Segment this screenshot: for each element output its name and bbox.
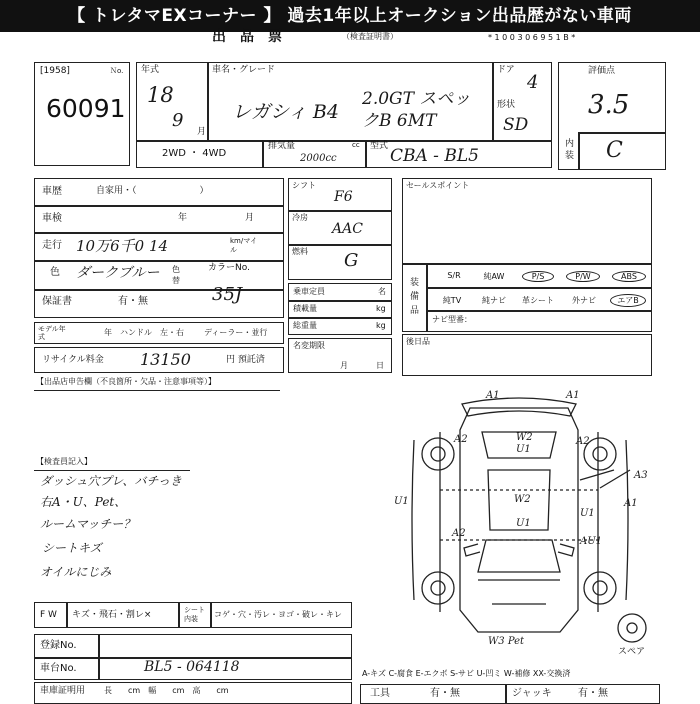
shape-label: 形状 bbox=[497, 100, 516, 110]
diagram-mark: W2 bbox=[514, 494, 531, 505]
capacity-unit: 名 bbox=[378, 287, 386, 296]
weight-unit: kg bbox=[376, 321, 386, 330]
inspector-note-5: オイルにじみ bbox=[40, 565, 112, 579]
fw-label: F W bbox=[40, 610, 57, 620]
inspector-note-4: シートキズ bbox=[42, 541, 102, 555]
title-change-day: 日 bbox=[376, 361, 384, 370]
tools-label: 工具 bbox=[370, 688, 390, 699]
option-genuine-aw: 純AW bbox=[483, 272, 505, 281]
drive-label: 2WD ・ 4WD bbox=[162, 148, 227, 159]
model-year-label: モデル年式 bbox=[38, 325, 66, 341]
type-label: 型式 bbox=[370, 141, 389, 151]
displacement-value: 2000cc bbox=[300, 153, 337, 164]
model-year-dealer: ディーラー・並行 bbox=[204, 328, 268, 337]
diagram-mark: W2 bbox=[516, 432, 533, 443]
inspector-label: 【検査員記入】 bbox=[36, 457, 92, 466]
door-label: ドア bbox=[497, 65, 515, 75]
banner: 【 トレタマEXコーナー 】 過去1年以上オークション出品歴がない車両 bbox=[0, 0, 700, 32]
diagram-mark: A2 bbox=[452, 528, 466, 539]
option-airbag: エアB bbox=[610, 294, 646, 307]
diagram-mark: A1 bbox=[624, 498, 638, 509]
equipment-label: 装備品 bbox=[410, 278, 420, 316]
name-model: レガシィ B4 bbox=[232, 101, 339, 123]
lot-prefix: [1958] bbox=[40, 66, 70, 76]
year-era: 18 bbox=[147, 83, 174, 107]
diagram-mark: A1 bbox=[566, 390, 580, 401]
recycle-label: リサイクル料金 bbox=[42, 355, 104, 365]
warranty-label: 保証書 bbox=[42, 296, 72, 307]
door-value: 4 bbox=[527, 72, 539, 93]
lot-suffix: Ｎo. bbox=[110, 67, 124, 75]
diagram-mark: U1 bbox=[516, 518, 531, 529]
ac-label: 冷房 bbox=[292, 213, 308, 222]
chassis-label: 車台No. bbox=[40, 663, 77, 674]
chassis-value: BL5 - 064118 bbox=[144, 659, 240, 675]
inspection-year: 年 bbox=[178, 213, 188, 223]
option-aftermarket-navi: 外ナビ bbox=[572, 296, 596, 305]
option-leather: 革シート bbox=[522, 296, 554, 305]
type-value: CBA - BL5 bbox=[390, 146, 479, 166]
recycle-value: 13150 bbox=[140, 350, 191, 369]
diagram-mark: U1 bbox=[580, 508, 595, 519]
inspection-label: 車検 bbox=[42, 213, 62, 224]
option-ps: P/S bbox=[522, 271, 554, 282]
title-change-month: 月 bbox=[340, 361, 348, 370]
capacity-label: 乗車定員 bbox=[293, 287, 325, 296]
sheet-serial: * 1 0 0 3 0 6 9 5 1 B * bbox=[488, 33, 576, 42]
color-label: 色 bbox=[50, 267, 60, 278]
shape-value: SD bbox=[503, 115, 529, 135]
weight-label: 総重量 bbox=[293, 321, 317, 330]
tools-value: 有・無 bbox=[430, 688, 460, 699]
history-label: 車歴 bbox=[42, 186, 62, 197]
jack-value: 有・無 bbox=[578, 688, 608, 699]
displacement-label: 排気量 bbox=[268, 141, 296, 151]
garage-cert-dims: 長 cm 幅 cm 高 cm bbox=[104, 686, 229, 695]
color-change-label: 色替 bbox=[172, 265, 180, 285]
option-abs: ABS bbox=[612, 271, 646, 282]
diagram-mark: W3 Pet bbox=[488, 636, 525, 647]
fuel-value: G bbox=[344, 250, 359, 271]
interior-value: C bbox=[606, 138, 623, 163]
diagram-mark: U1 bbox=[394, 496, 409, 507]
seller-notes-label: 【出品店申告欄（不良箇所・欠品・注意事項等）】 bbox=[36, 377, 216, 386]
inspector-note-3: ルームマッチー？ bbox=[40, 517, 136, 531]
shift-label: シフト bbox=[292, 181, 316, 190]
spare-label: スペア bbox=[618, 647, 646, 657]
option-genuine-navi: 純ナビ bbox=[482, 296, 506, 305]
option-genuine-tv: 純TV bbox=[442, 296, 462, 305]
damage-legend: A-キズ C-腐食 E-エクボ S-サビ U-凹ミ W-補修 XX-交換済 bbox=[362, 669, 571, 678]
mileage-label: 走行 bbox=[42, 240, 62, 251]
name-grade: 2.0GT スペックB 6MT bbox=[362, 89, 471, 131]
model-year-year: 年 bbox=[104, 328, 112, 337]
model-year-handle: ハンドル 左・右 bbox=[120, 328, 184, 337]
garage-cert-label: 車庫証明用 bbox=[40, 686, 86, 696]
option-sr: S/R bbox=[447, 271, 461, 280]
seat-label: シート内装 bbox=[184, 606, 205, 623]
rating-score: 3.5 bbox=[588, 90, 630, 120]
fw-items: キズ・飛石・割レ× bbox=[72, 610, 152, 620]
registration-label: 登録No. bbox=[40, 640, 77, 651]
diagram-mark: AU1 bbox=[580, 536, 603, 547]
year-month-unit: 月 bbox=[197, 127, 207, 137]
recycle-unit: 円 預託済 bbox=[226, 355, 265, 365]
load-label: 積載量 bbox=[293, 304, 317, 313]
diagram-mark: A3 bbox=[634, 470, 648, 481]
retrofit-label: 後日品 bbox=[406, 337, 430, 346]
jack-label: ジャッキ bbox=[512, 688, 552, 699]
inspector-note-2: 右A・U、Pet、 bbox=[40, 495, 127, 509]
displacement-unit: cc bbox=[352, 141, 360, 149]
year-month: 9 bbox=[172, 110, 184, 131]
inspector-note-1: ダッシュ穴プレ、バチっき bbox=[40, 474, 182, 488]
lot-number: 60091 bbox=[46, 94, 126, 123]
mileage-value: 10万6千0 14 bbox=[76, 237, 169, 255]
inspection-month: 月 bbox=[245, 213, 255, 223]
sales-point-label: セールスポイント bbox=[406, 181, 470, 190]
history-value: 自家用・（ ） bbox=[96, 186, 209, 196]
navi-model-label: ナビ型番： bbox=[432, 315, 472, 324]
sheet-subtitle: （検査証明書） bbox=[342, 32, 398, 41]
name-label: 車名・グレード bbox=[212, 65, 276, 75]
fuel-label: 燃料 bbox=[292, 247, 308, 256]
mileage-unit: km/マイル bbox=[230, 237, 258, 254]
color-code-label: カラーNo. bbox=[208, 263, 250, 273]
color-code: 35J bbox=[212, 284, 243, 305]
load-unit: kg bbox=[376, 304, 386, 313]
shift-value: F6 bbox=[334, 189, 353, 205]
title-change-label: 名変期限 bbox=[293, 341, 325, 350]
option-pw: P/W bbox=[566, 271, 600, 282]
diagram-mark: U1 bbox=[516, 444, 531, 455]
color-value: ダークブルー bbox=[76, 265, 160, 281]
diagram-mark: A2 bbox=[576, 436, 590, 447]
year-label: 年式 bbox=[141, 65, 160, 75]
rating-label: 評価点 bbox=[588, 66, 616, 76]
interior-label: 内装 bbox=[565, 139, 575, 161]
warranty-value: 有・無 bbox=[118, 296, 148, 307]
seat-items: コゲ・穴・汚レ・ヨゴ・破レ・キレ bbox=[214, 610, 342, 619]
diagram-mark: A1 bbox=[486, 390, 500, 401]
sheet-title: 出 品 票 bbox=[212, 29, 282, 45]
ac-value: AAC bbox=[332, 221, 363, 237]
diagram-mark: A2 bbox=[454, 434, 468, 445]
